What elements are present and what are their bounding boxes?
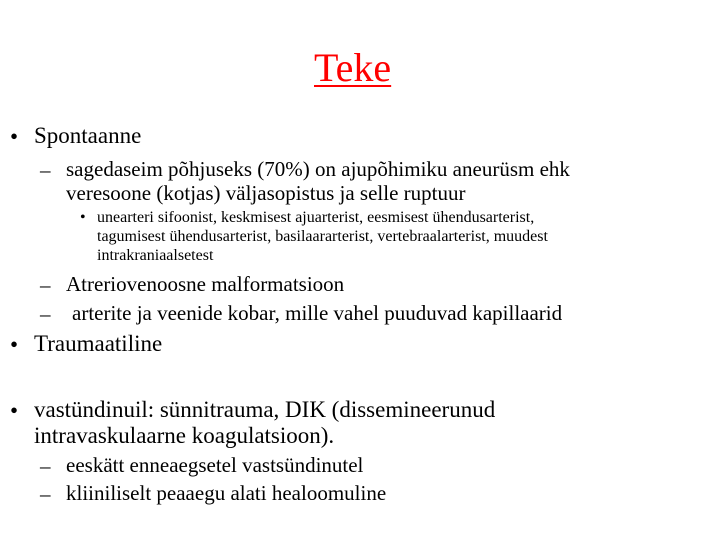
bullet-item-newborn-line-2: intravaskulaarne koagulatsioon). <box>34 423 335 448</box>
sub-item-aneurysm-line-1: sagedaseim põhjuseks (70%) on ajupõhimiku aneurüsm ehk <box>66 157 570 181</box>
bullet-item-traumatic: Traumaatiline <box>34 331 163 356</box>
dash-marker: – <box>40 454 51 478</box>
slide-title: Teke <box>314 45 392 90</box>
sub-item-vessel-tangle: arterite ja veenide kobar, mille vahel puuduvad kapillaarid <box>72 301 563 325</box>
dash-marker: – <box>40 273 51 297</box>
sub-sub-item-arteries-line-3: intrakraniaalsetest <box>97 247 214 264</box>
bullet-marker: • <box>80 209 86 226</box>
bullet-item-newborn-line-1: vastündinuil: sünnitrauma, DIK (dissemineerunud <box>34 397 496 422</box>
dash-marker: – <box>40 158 51 182</box>
sub-item-aneurysm-line-2: veresoone (kotjas) väljasopistus ja selle ruptuur <box>66 181 466 205</box>
dash-marker: – <box>40 302 51 326</box>
bullet-marker: • <box>10 124 19 149</box>
sub-item-premature: eeskätt enneaegsetel vastsündinutel <box>66 453 364 477</box>
sub-sub-item-arteries-line-2: tagumisest ühendusarterist, basilaararterist, vertebraalarterist, muudest <box>97 228 548 245</box>
dash-marker: – <box>40 482 51 506</box>
sub-item-benign: kliiniliselt peaaegu alati healoomuline <box>66 481 387 505</box>
bullet-marker: • <box>10 332 19 357</box>
bullet-item-spontaneous: Spontaanne <box>34 123 142 148</box>
sub-item-avm: Atreriovenoosne malformatsioon <box>66 272 345 296</box>
bullet-marker: • <box>10 398 19 423</box>
sub-sub-item-arteries-line-1: unearteri sifoonist, keskmisest ajuarterist, eesmisest ühendusarterist, <box>97 209 535 226</box>
